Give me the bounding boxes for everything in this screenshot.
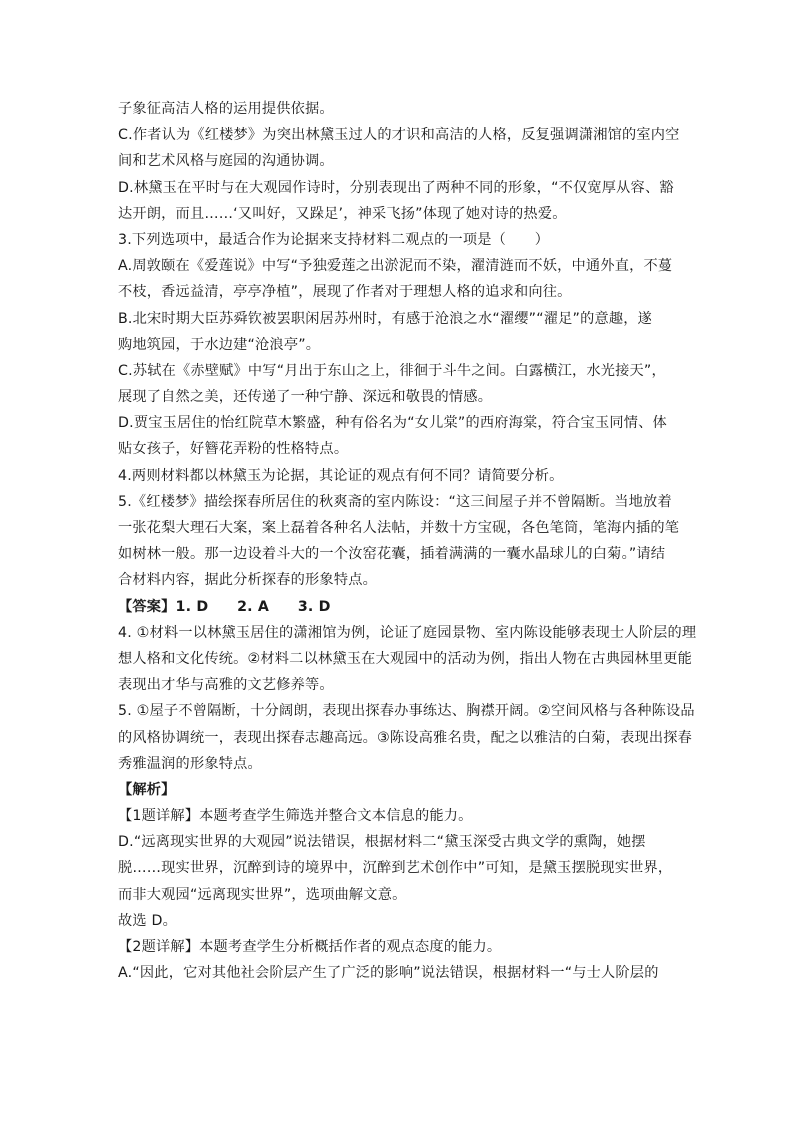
text-line: A.“因此，它对其他社会阶层产生了广泛的影响”说法错误，根据材料一“与士人阶层的	[118, 965, 659, 982]
text-line: 而非大观园“远离现实世界”，选项曲解文意。	[118, 886, 407, 903]
text-line: 达开朗，而且……‘又叫好，又跺足’，神采飞扬”体现了她对诗的热爱。	[118, 205, 567, 222]
detail-1-heading: 【1题详解】本题考查学生筛选并整合文本信息的能力。	[118, 808, 473, 825]
option-d: D.贾宝玉居住的怡红院草木繁盛，种有俗名为“女儿棠”的西府海棠，符合宝玉同情、体	[118, 415, 667, 432]
question-4: 4.两则材料都以林黛玉为论据，其论证的观点有何不同？请简要分析。	[118, 467, 564, 484]
question-5: 5.《红楼梦》描绘探春所居住的秋爽斋的室内陈设：“这三间屋子并不曾隔断。当地放着	[118, 493, 672, 510]
option-a: A.周敦颐在《爱莲说》中写“予独爱莲之出淤泥而不染，濯清涟而不妖，中通外直，不蔓	[118, 258, 673, 275]
text-line: 一张花梨大理石大案，案上磊着各种名人法帖，并数十方宝砚，各色笔筒，笔海内插的笔	[118, 520, 680, 536]
answer-5: 5. ①屋子不曾隔断，十分阔朗，表现出探春办事练达、胸襟开阔。②空间风格与各种陈设品	[118, 703, 695, 720]
text-line: 想人格和文化传统。②材料二以林黛玉在大观园中的活动为例，指出人物在古典园林里更能	[118, 650, 693, 667]
detail-2-heading: 【2题详解】本题考查学生分析概括作者的观点态度的能力。	[118, 939, 502, 955]
text-line: 脱……现实世界，沉醉到诗的境界中，沉醉到艺术创作中”可知，是黛玉摆脱现实世界，	[118, 860, 673, 877]
document-page	[118, 96, 697, 986]
question-3: 3.下列选项中，最适合作为论据来支持材料二观点的一项是（ ）	[118, 231, 550, 248]
text-line: 展现了自然之美，还传递了一种宁静、深远和敬畏的情感。	[118, 389, 493, 406]
option-c: C.苏轼在《赤壁赋》中写“月出于东山之上，徘徊于斗牛之间。白露横江，水光接天”，	[118, 362, 666, 379]
answer-4: 4. ①材料一以林黛玉居住的潇湘馆为例，论证了庭园景物、室内陈设能够表现士人阶层的理	[118, 624, 697, 641]
text-line: 不枝，香远益清，亭亭净植”，展现了作者对于理想人格的追求和向往。	[118, 284, 572, 301]
text-line: 表现出才华与高雅的文艺修养等。	[118, 677, 334, 694]
text-line: 秀雅温润的形象特点。	[118, 755, 262, 772]
analysis-heading: 【解析】	[118, 781, 176, 798]
text-line: 子象征高洁人格的运用提供依据。	[118, 101, 334, 117]
answer-heading: 【答案】1. D 2. A 3. D	[118, 598, 331, 615]
text-line: 的风格协调统一，表现出探春志趣高远。③陈设高雅名贵，配之以雅洁的白菊，表现出探春	[118, 729, 693, 746]
text-line: 购地筑园，于水边建“沧浪亭”。	[118, 336, 321, 353]
text-line: 贴女孩子，好簪花弄粉的性格特点。	[118, 441, 349, 458]
text-line: 合材料内容，据此分析探春的形象特点。	[118, 572, 377, 589]
text-line: 如树林一般。那一边设着斗大的一个汝窑花囊，插着满满的一囊水晶球儿的白菊。”请结	[118, 546, 666, 563]
option-c: C.作者认为《红楼梦》为突出林黛玉过人的才识和高洁的人格，反复强调潇湘馆的室内空	[118, 127, 680, 144]
text-line: D.“远离现实世界的大观园”说法错误，根据材料二“黛玉深受古典文学的熏陶，她摆	[118, 834, 646, 851]
text-line: 间和艺术风格与庭园的沟通协调。	[118, 153, 334, 170]
option-b: B.北宋时期大臣苏舜钦被罢职闲居苏州时，有感于沧浪之水“濯缨”“濯足”的意趣，遂	[118, 310, 653, 327]
option-d: D.林黛玉在平时与在大观园作诗时，分别表现出了两种不同的形象，“不仅宽厚从容、豁	[118, 179, 674, 196]
text-line: 故选 D。	[118, 912, 177, 929]
